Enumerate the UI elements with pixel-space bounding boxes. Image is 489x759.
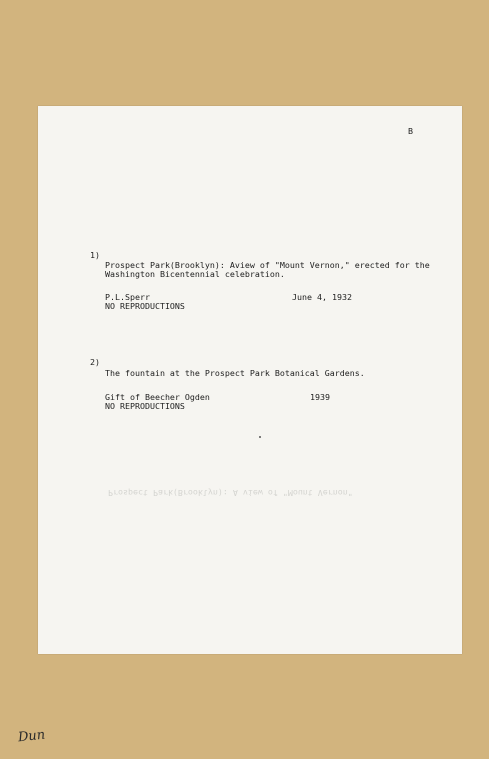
entry-1-date: June 4, 1932	[292, 292, 352, 302]
show-through-text: Prospect Park(Brooklyn): A view of "Mount Vernon"	[108, 488, 353, 498]
entry-2-restriction: NO REPRODUCTIONS	[105, 401, 185, 411]
entry-1-number: 1)	[90, 250, 100, 260]
entry-2-number: 2)	[90, 357, 100, 367]
stray-mark	[259, 436, 261, 438]
entry-1-description-line-1: Prospect Park(Brooklyn): Aview of "Mount Vernon," erected for the	[105, 260, 430, 270]
entry-1-credit: P.L.Sperr	[105, 292, 150, 302]
entry-2-credit: Gift of Beecher Ogden	[105, 392, 210, 402]
page-letter: B	[408, 126, 413, 136]
entry-1-description-line-2: Washington Bicentennial celebration.	[105, 269, 285, 279]
entry-2-description-line-1: The fountain at the Prospect Park Botanical Gardens.	[105, 368, 365, 378]
document-page	[38, 106, 462, 654]
entry-2-date: 1939	[310, 392, 330, 402]
handwritten-note: Dun	[17, 727, 46, 746]
entry-1-restriction: NO REPRODUCTIONS	[105, 301, 185, 311]
